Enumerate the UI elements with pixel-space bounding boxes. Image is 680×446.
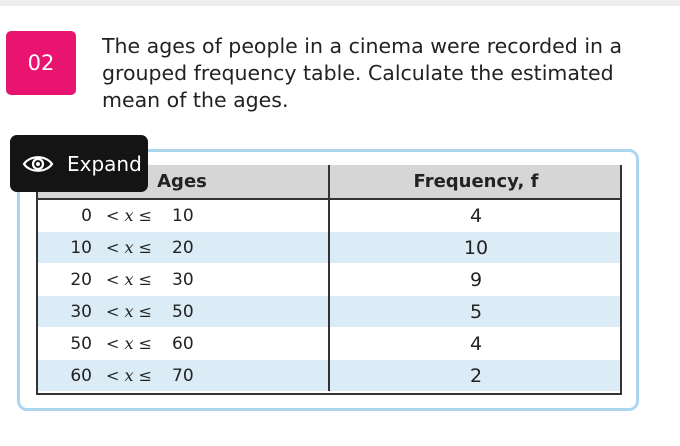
age-upper-bound: 20 xyxy=(172,237,194,258)
age-upper-bound: 60 xyxy=(172,333,194,354)
question-text: The ages of people in a cinema were recorded in a grouped frequency table. Calculate the estimated mean of the ages. xyxy=(102,34,623,112)
table-row xyxy=(36,360,622,392)
age-range-cell xyxy=(36,264,329,296)
age-lower-bound: 60 xyxy=(70,365,92,386)
inequality: < x ≤ xyxy=(106,269,153,289)
frequency-header: Frequency, f xyxy=(329,165,622,199)
question-number-badge xyxy=(6,31,76,95)
age-range-cell xyxy=(36,232,329,264)
age-upper-bound: 10 xyxy=(172,205,194,226)
age-lower-bound: 30 xyxy=(70,301,92,322)
inequality: < x ≤ xyxy=(106,301,153,321)
table-row xyxy=(36,296,622,328)
age-lower-bound: 20 xyxy=(70,269,92,290)
frequency-cell: 10 xyxy=(329,232,622,264)
expand-button[interactable] xyxy=(10,135,148,192)
frequency-cell: 4 xyxy=(329,199,622,232)
frequency-cell: 4 xyxy=(329,328,622,360)
ages-header: Ages xyxy=(36,165,329,199)
table-row xyxy=(36,264,622,296)
eye-icon xyxy=(22,153,54,175)
frequency-cell: 5 xyxy=(329,296,622,328)
age-lower-bound: 50 xyxy=(70,333,92,354)
frequency-cell: 2 xyxy=(329,360,622,392)
inequality: < x ≤ xyxy=(106,205,153,225)
age-lower-bound: 0 xyxy=(81,205,92,226)
table-row xyxy=(36,232,622,264)
age-range-cell xyxy=(36,328,329,360)
age-lower-bound: 10 xyxy=(70,237,92,258)
top-divider xyxy=(0,0,680,6)
inequality: < x ≤ xyxy=(106,333,153,353)
age-upper-bound: 70 xyxy=(172,365,194,386)
expand-label: Expand xyxy=(67,151,142,176)
age-range-cell xyxy=(36,296,329,328)
age-upper-bound: 30 xyxy=(172,269,194,290)
question-number: 02 xyxy=(27,51,55,75)
age-range-cell xyxy=(36,360,329,392)
inequality: < x ≤ xyxy=(106,365,153,385)
table-row xyxy=(36,328,622,360)
table-row xyxy=(36,199,622,232)
age-upper-bound: 50 xyxy=(172,301,194,322)
frequency-cell: 9 xyxy=(329,264,622,296)
inequality: < x ≤ xyxy=(106,237,153,257)
frequency-table xyxy=(36,165,622,391)
age-range-cell xyxy=(36,199,329,232)
